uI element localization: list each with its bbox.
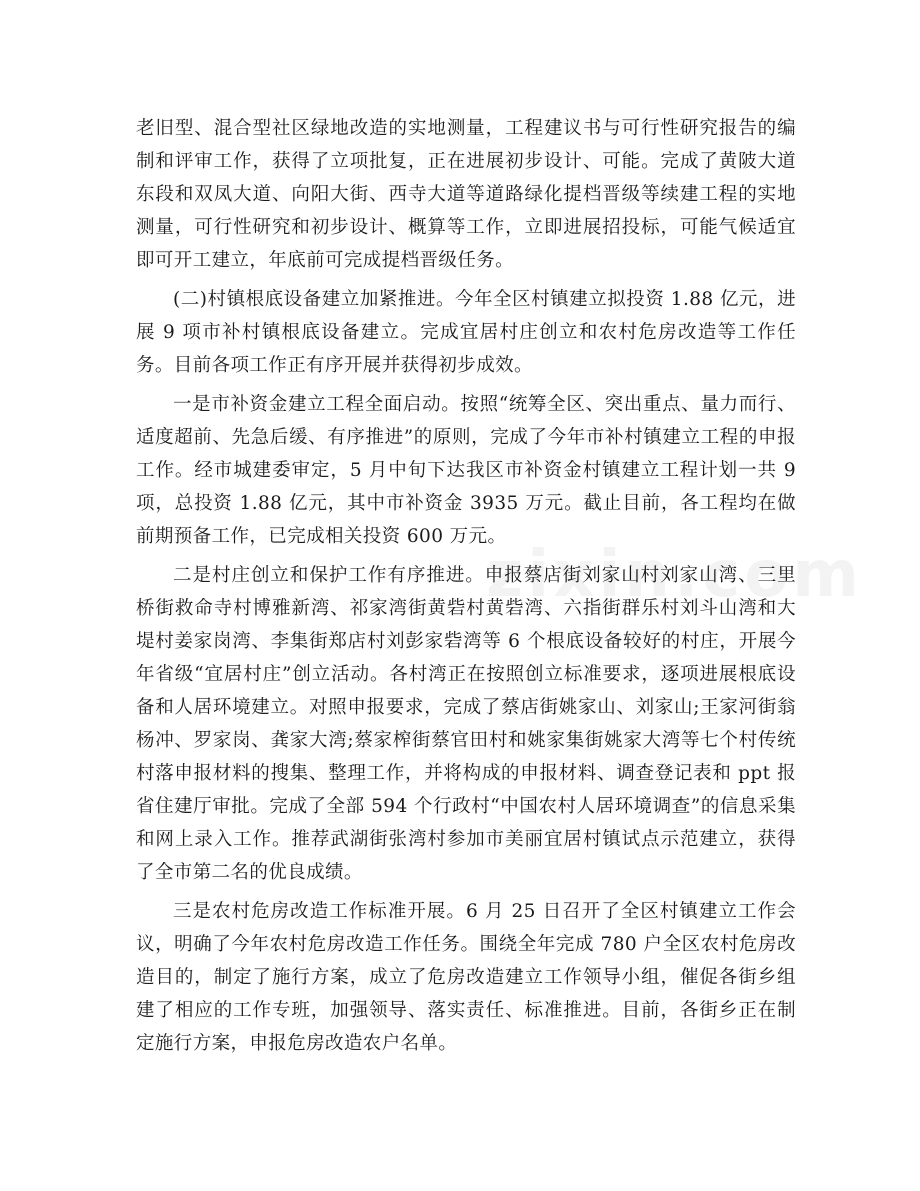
document-body	[136, 112, 796, 1066]
paragraph-2: (二)村镇根底设备建立加紧推进。今年全区村镇建立拟投资 1.88 亿元，进展 9 项市补村镇根底设备建立。完成宜居村庄创立和农村危房改造等工作任务。目前各项工作正有序开展并获得初步成效。	[136, 289, 796, 376]
paragraph-1: 老旧型、混合型社区绿地改造的实地测量，工程建议书与可行性研究报告的编制和评审工作，获得了立项批复，正在进展初步设计、可能。完成了黄陂大道东段和双凤大道、向阳大街、西寺大道等道路绿化提档晋级等续建工程的实地测量，可行性研究和初步设计、概算等工作，立即进展招投标，可能气候适宜即可开工建立，年底前可完成提档晋级任务。	[136, 118, 796, 271]
paragraph-5: 三是农村危房改造工作标准开展。6 月 25 日召开了全区村镇建立工作会议，明确了今年农村危房改造工作任务。围绕全年完成 780 户全区农村危房改造目的，制定了施行方案，成立了危房改造建立工作领导小组，催促各街乡组建了相应的工作专班，加强领导、落实责任、标准推进。目前，各街乡正在制定施行方案，申报危房改造农户名单。	[136, 901, 796, 1054]
paragraph-3: 一是市补资金建立工程全面启动。按照“统筹全区、突出重点、量力而行、适度超前、先急后缓、有序推进”的原则，完成了今年市补村镇建立工程的申报工作。经市城建委审定，5 月中旬下达我区市补资金村镇建立工程计划一共 9 项，总投资 1.88 亿元，其中市补资金 3935 万元。截止目前，各工程均在做前期预备工作，已完成相关投资 600 万元。	[136, 394, 796, 547]
paragraph-4: 二是村庄创立和保护工作有序推进。申报蔡店街刘家山村刘家山湾、三里桥街救命寺村博雅新湾、祁家湾街黄砦村黄砦湾、六指街群乐村刘斗山湾和大堤村姜家岗湾、李集街郑店村刘彭家砦湾等 6 个根底设备较好的村庄，开展今年省级“宜居村庄”创立活动。各村湾正在按照创立标准要求，逐项进展根底设备和人居环境建立。对照申报要求，完成了蔡店街姚家山、刘家山;王家河街翁杨冲、罗家岗、龚家大湾;蔡家榨街蔡官田村和姚家集街姚家大湾等七个村传统村落申报材料的搜集、整理工作，并将构成的申报材料、调查登记表和 ppt 报省住建厅审批。完成了全部 594 个行政村“中国农村人居环境调查”的信息采集和网上录入工作。推荐武湖街张湾村参加市美丽宜居村镇试点示范建立，获得了全市第二名的优良成绩。	[136, 565, 796, 883]
